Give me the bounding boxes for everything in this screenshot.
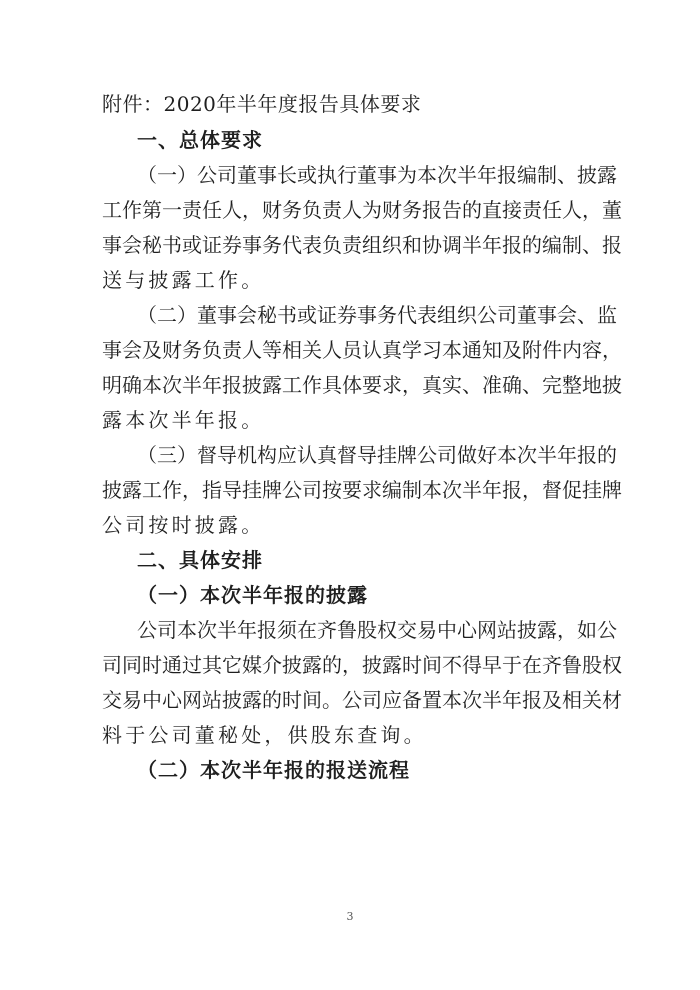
paragraph-line: 料于公司董秘处，供股东查询。 [102, 723, 427, 747]
paragraph-line: 披露工作，指导挂牌公司按要求编制本次半年报，督促挂牌 [102, 478, 622, 502]
paragraph-line: （二）董事会秘书或证券事务代表组织公司董事会、监 [137, 303, 617, 327]
paragraph-line: 公司按时披露。 [102, 513, 265, 537]
paragraph-2 [102, 303, 622, 443]
paragraph-line: 事会及财务负责人等相关人员认真学习本通知及附件内容， [102, 338, 622, 362]
subsection-heading-submission-process: （二）本次半年报的报送流程 [137, 758, 410, 782]
paragraph-line: 工作第一责任人，财务负责人为财务报告的直接责任人，董 [102, 198, 622, 222]
section-heading-overall-requirements: 一、总体要求 [137, 128, 263, 152]
paragraph-line: 交易中心网站披露的时间。公司应备置本次半年报及相关材 [102, 688, 622, 712]
paragraph-line: （三）督导机构应认真督导挂牌公司做好本次半年报的 [137, 443, 617, 467]
document-title: 附件：2020年半年度报告具体要求 [102, 92, 422, 116]
paragraph-line: 露本次半年报。 [102, 408, 265, 432]
paragraph-line: 明确本次半年报披露工作具体要求，真实、准确、完整地披 [102, 373, 622, 397]
paragraph-1 [102, 163, 622, 303]
paragraph-line: （一）公司董事长或执行董事为本次半年报编制、披露 [137, 163, 617, 187]
subsection-heading-disclosure: （一）本次半年报的披露 [137, 583, 368, 607]
paragraph-line: 公司本次半年报须在齐鲁股权交易中心网站披露，如公 [137, 618, 617, 642]
paragraph-line: 事会秘书或证券事务代表负责组织和协调半年报的编制、报 [102, 233, 622, 257]
paragraph-line: 送与披露工作。 [102, 268, 265, 292]
section-heading-specific-arrangements: 二、具体安排 [137, 548, 263, 572]
page-number: 3 [346, 910, 354, 923]
paragraph-line: 司同时通过其它媒介披露的，披露时间不得早于在齐鲁股权 [102, 653, 622, 677]
paragraph-3 [102, 443, 622, 548]
paragraph-4 [102, 618, 622, 758]
